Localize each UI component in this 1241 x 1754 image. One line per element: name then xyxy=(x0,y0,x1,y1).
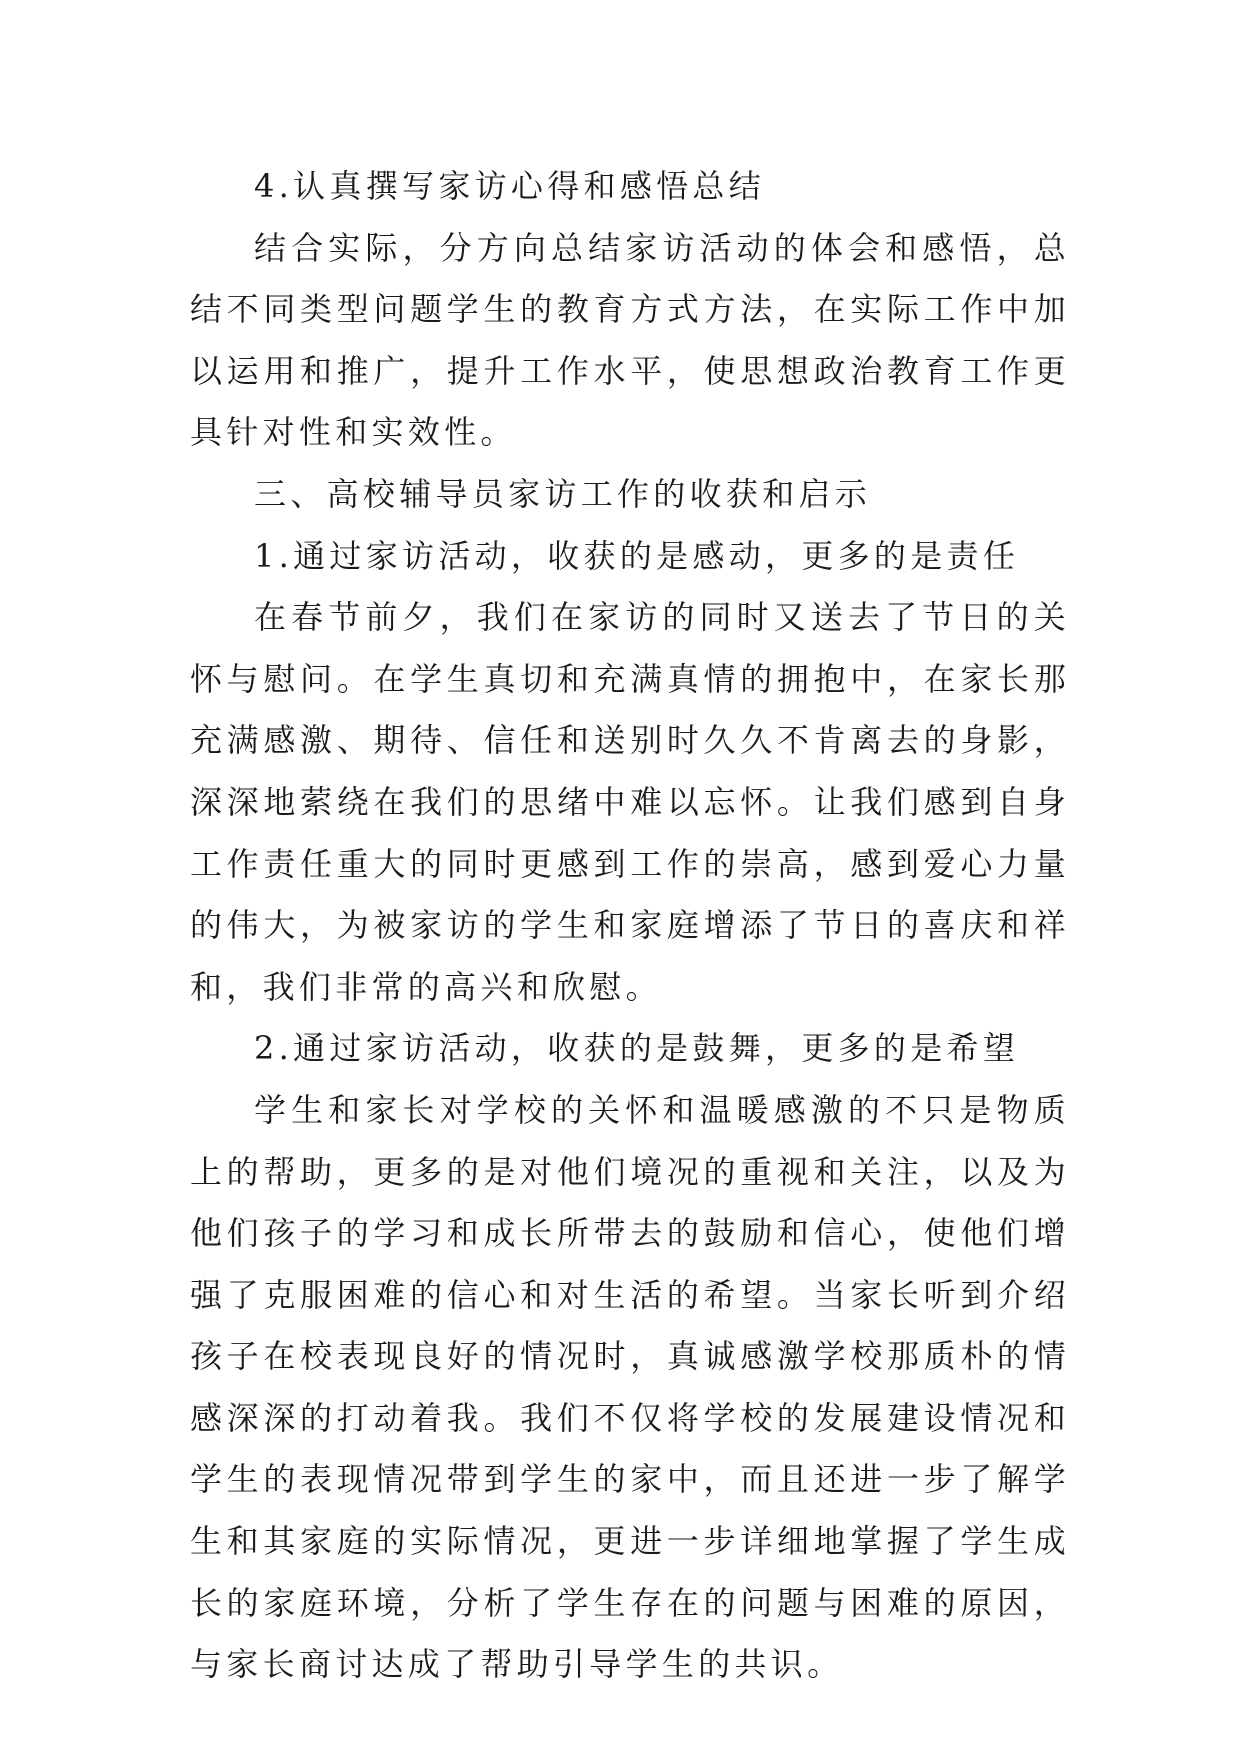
body-paragraph: 学生和家长对学校的关怀和温暖感激的不只是物质上的帮助，更多的是对他们境况的重视和关注，以及为他们孩子的学习和成长所带去的鼓励和信心，使他们增强了克服困难的信心和对生活的希望。当家长听到介绍孩子在校表现良好的情况时，真诚感激学校那质朴的情感深深的打动着我。我们不仅将学校的发展建设情况和学生的表现情况带到学生的家中，而且还进一步了解学生和其家庭的实际情况，更进一步详细地掌握了学生成长的家庭环境，分析了学生存在的问题与困难的原因，与家长商讨达成了帮助引导学生的共识。 xyxy=(190,1090,1070,1684)
body-paragraph: 在春节前夕，我们在家访的同时又送去了节日的关怀与慰问。在学生真切和充满真情的拥抱中，在家长那充满感激、期待、信任和送别时久久不肯离去的身影，深深地萦绕在我们的思绪中难以忘怀。让我们感到自身工作责任重大的同时更感到工作的崇高，感到爱心力量的伟大，为被家访的学生和家庭增添了节日的喜庆和祥和，我们非常的高兴和欣慰。 xyxy=(190,598,1070,1006)
body-paragraph: 结合实际，分方向总结家访活动的体会和感悟，总结不同类型问题学生的教育方式方法，在实际工作中加以运用和推广，提升工作水平，使思想政治教育工作更具针对性和实效性。 xyxy=(190,228,1070,452)
subheading-4: 4.认真撰写家访心得和感悟总结 xyxy=(254,167,766,205)
subheading-1: 1.通过家访活动，收获的是感动，更多的是责任 xyxy=(254,536,1020,575)
subheading-2: 2.通过家访活动，收获的是鼓舞，更多的是希望 xyxy=(254,1029,1020,1068)
section-heading-3: 三、高校辅导员家访工作的收获和启示 xyxy=(254,474,872,513)
document-body xyxy=(190,156,1070,1696)
